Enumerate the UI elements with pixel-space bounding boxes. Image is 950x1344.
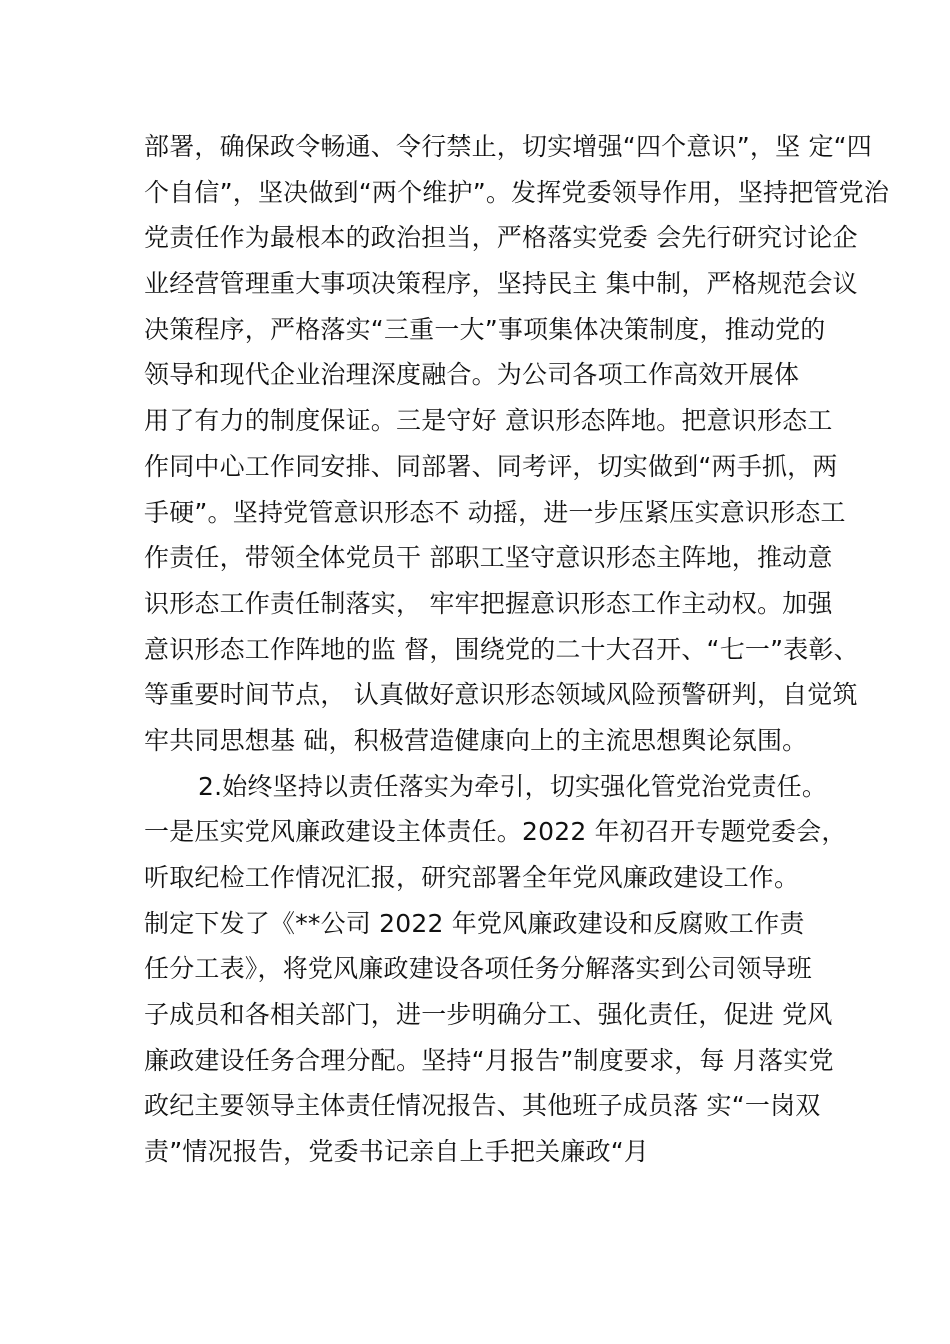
text-line: 等重要时间节点， 认真做好意识形态领域风险预警研判，自觉筑 bbox=[144, 680, 858, 710]
text-line: 作同中心工作同安排、同部署、同考评，切实做到“两手抓，两 bbox=[144, 451, 838, 481]
text-line: 业经营管理重大事项决策程序，坚持民主 集中制，严格规范会议 bbox=[144, 269, 858, 299]
text-line: 用了有力的制度保证。三是守好 意识形态阵地。把意识形态工 bbox=[144, 406, 833, 436]
text-line: 决策程序，严格落实“三重一大”事项集体决策制度，推动党的 bbox=[144, 314, 826, 344]
text-line: 责”情况报告，党委书记亲自上手把关廉政“月 bbox=[144, 1137, 650, 1167]
text-line: 作责任，带领全体党员干 部职工坚守意识形态主阵地，推动意 bbox=[144, 543, 833, 573]
text-line: 政纪主要领导主体责任情况报告、其他班子成员落 实“一岗双 bbox=[144, 1091, 821, 1121]
text-line: 党责任作为最根本的政治担当，严格落实党委 会先行研究讨论企 bbox=[144, 223, 858, 253]
text-line: 牢共同思想基 础，积极营造健康向上的主流思想舆论氛围。 bbox=[144, 725, 808, 755]
text-line: 个自信”，坚决做到“两个维护”。发挥党委领导作用，坚持把管党治 bbox=[144, 177, 890, 207]
text-line: 意识形态工作阵地的监 督，围绕党的二十大召开、“七一”表彰、 bbox=[144, 634, 859, 664]
text-line: 手硬”。坚持党管意识形态不 动摇，进一步压紧压实意识形态工 bbox=[144, 497, 846, 527]
text-line: 子成员和各相关部门，进一步明确分工、强化责任，促进 党风 bbox=[144, 1000, 833, 1030]
text-line: 一是压实党风廉政建设主体责任。2022 年初召开专题党委会， bbox=[144, 817, 847, 847]
text-line: 任分工表》，将党风廉政建设各项任务分解落实到公司领导班 bbox=[144, 954, 812, 984]
section-heading-line: 2.始终坚持以责任落实为牵引，切实强化管党治党责任。 bbox=[198, 771, 828, 801]
text-line: 制定下发了《**公司 2022 年党风廉政建设和反腐败工作责 bbox=[144, 908, 805, 938]
text-line: 识形态工作责任制落实， 牢牢把握意识形态工作主动权。加强 bbox=[144, 588, 833, 618]
text-line: 廉政建设任务合理分配。坚持“月报告”制度要求，每 月落实党 bbox=[144, 1045, 834, 1075]
text-line: 领导和现代企业治理深度融合。为公司各项工作高效开展体 bbox=[144, 360, 800, 390]
text-line: 听取纪检工作情况汇报，研究部署全年党风廉政建设工作。 bbox=[144, 863, 800, 892]
body-text bbox=[144, 124, 890, 1175]
text-line: 部署，确保政令畅通、令行禁止，切实增强“四个意识”，坚 定“四 bbox=[144, 132, 873, 161]
